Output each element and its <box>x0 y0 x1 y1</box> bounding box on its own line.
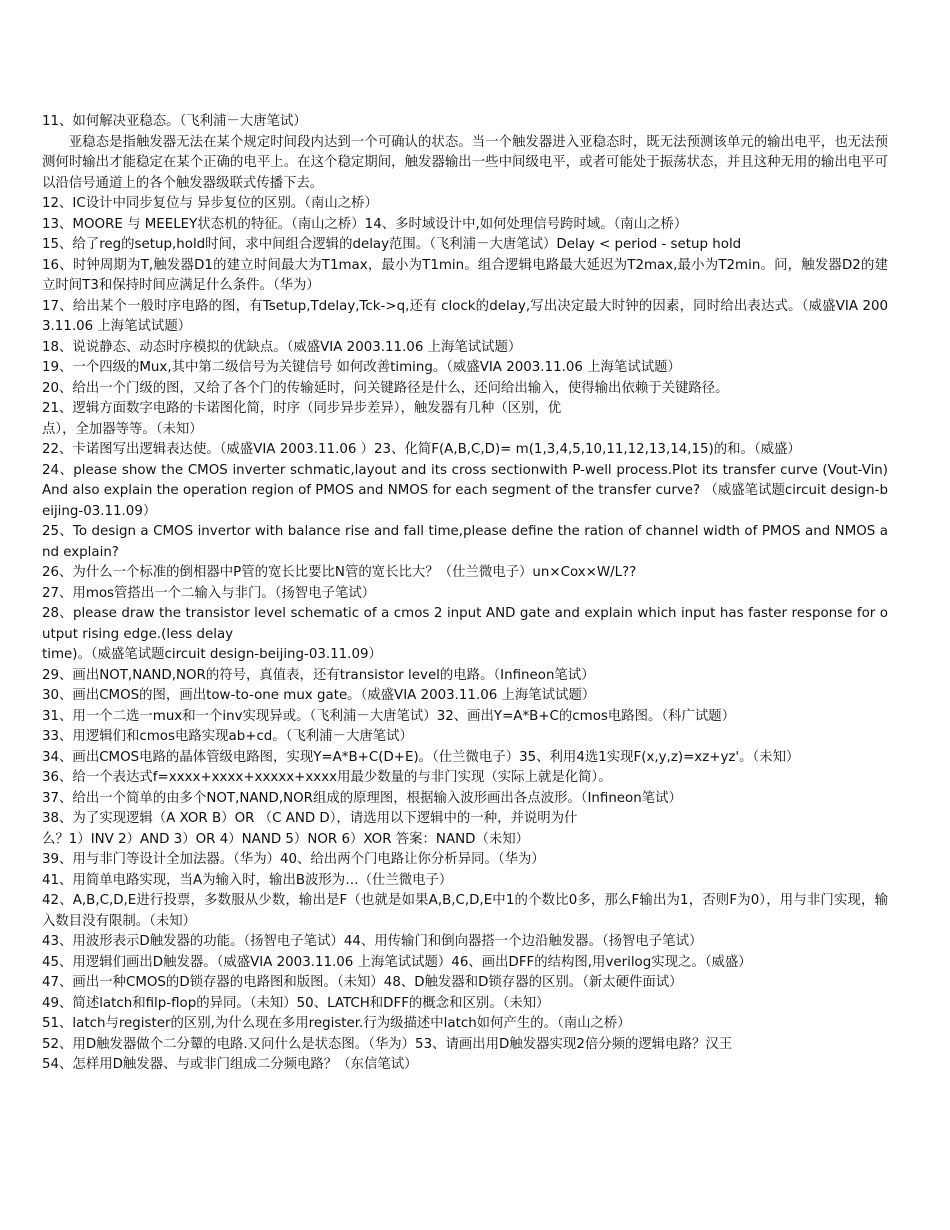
question-13-14: 13、MOORE 与 MEELEY状态机的特征。（南山之桥）14、多时域设计中,如何处理信号跨时域。（南山之桥） <box>42 216 688 232</box>
question-30: 30、画出CMOS的图，画出tow-to-one mux gate。（威盛VIA 2003.11.06 上海笔试试题） <box>42 688 596 703</box>
question-28-continued: time)。（威盛笔试题circuit design-beijing-03.11.09） <box>42 647 382 662</box>
question-37: 37、给出一个简单的由多个NOT,NAND,NOR组成的原理图，根据输入波形画出各点波形。（Infineon笔试） <box>42 790 682 806</box>
question-22-23: 22、卡诺图写出逻辑表达使。（威盛VIA 2003.11.06 ）23、化简F(A,B,C,D)= m(1,3,4,5,10,11,12,13,14,15)的和。（威盛） <box>42 442 801 457</box>
question-45-46: 45、用逻辑们画出D触发器。（威盛VIA 2003.11.06 上海笔试试题）46、画出DFF的结构图,用verilog实现之。（威盛） <box>42 954 752 970</box>
question-27: 27、用mos管搭出一个二输入与非门。（扬智电子笔试） <box>42 585 376 601</box>
question-41: 41、用简单电路实现，当A为输入时，输出B波形为…（仕兰微电子） <box>42 872 453 888</box>
question-51: 51、latch与register的区别,为什么现在多用register.行为级描述中latch如何产生的。（南山之桥） <box>42 1016 631 1031</box>
question-18: 18、说说静态、动态时序模拟的优缺点。（威盛VIA 2003.11.06 上海笔试试题） <box>42 339 522 355</box>
question-21-continued: 点），全加器等等。（未知） <box>42 421 203 437</box>
question-12: 12、IC设计中同步复位与 异步复位的区别。（南山之桥） <box>42 196 378 211</box>
answer-11-paragraph: 亚稳态是指触发器无法在某个规定时间段内达到一个可确认的状态。当一个触发器进入亚稳态时，既无法预测该单元的输出电平，也无法预测何时输出才能稳定在某个正确的电平上。在这个稳定期间，触发器输出一些中间级电平，或者可能处于振荡状态，并且这种无用的输出电平可以沿信号通道上的各个触发器级联式传播下去。 <box>42 134 888 191</box>
question-20: 20、给出一个门级的图，又给了各个门的传输延时，问关键路径是什么，还问给出输入，使得输出依赖于关键路径。 <box>42 380 729 396</box>
question-15: 15、给了reg的setup,hold时间，求中间组合逻辑的delay范围。（飞利浦－大唐笔试）Delay < period - setup hold <box>42 237 742 252</box>
question-38-continued: 么？1）INV 2）AND 3）OR 4）NAND 5）NOR 6）XOR 答案：NAND（未知） <box>42 831 530 847</box>
question-49-50: 49、简述latch和filp-flop的异同。（未知）50、LATCH和DFF的概念和区别。（未知） <box>42 995 550 1011</box>
question-29: 29、画出NOT,NAND,NOR的符号，真值表，还有transistor level的电路。（Infineon笔试） <box>42 667 595 683</box>
question-52-53: 52、用D触发器做个二分颦的电路.又问什么是状态图。（华为）53、请画出用D触发器实现2倍分频的逻辑电路？汉王 <box>42 1036 733 1052</box>
question-24: 24、please show the CMOS inverter schmatic,layout and its cross sectionwith P-well process.Plot its transfer curve (Vout-Vin) And also explain the operation region of PMOS and NMOS for each segment of the transfer curve? （威盛笔试题circuit design-beijing-03.11.09） <box>42 462 888 519</box>
question-38: 38、为了实现逻辑（A XOR B）OR （C AND D），请选用以下逻辑中的一种，并说明为什 <box>42 811 578 826</box>
question-11: 11、如何解决亚稳态。（飞利浦－大唐笔试） <box>42 114 307 129</box>
question-33: 33、用逻辑们和cmos电路实现ab+cd。（飞利浦－大唐笔试） <box>42 729 413 744</box>
question-47-48: 47、画出一种CMOS的D锁存器的电路图和版图。（未知）48、D触发器和D锁存器的区别。（新太硬件面试） <box>42 975 683 990</box>
question-36: 36、给一个表达式f=xxxx+xxxx+xxxxx+xxxx用最少数量的与非门实现（实际上就是化简）。 <box>42 770 612 785</box>
question-25: 25、To design a CMOS invertor with balance rise and fall time,please define the ration of channel width of PMOS and NMOS and explain? <box>42 524 888 560</box>
question-26: 26、为什么一个标准的倒相器中P管的宽长比要比N管的宽长比大？（仕兰微电子）un×Cox×W/L?? <box>42 565 637 580</box>
question-42: 42、A,B,C,D,E进行投票，多数服从少数，输出是F（也就是如果A,B,C,D,E中1的个数比0多，那么F输出为1，否则F为0），用与非门实现，输入数目没有限制。（未知） <box>42 893 888 929</box>
question-19: 19、一个四级的Mux,其中第二级信号为关键信号 如何改善timing。（威盛VIA 2003.11.06 上海笔试试题） <box>42 360 681 375</box>
question-21: 21、逻辑方面数字电路的卡诺图化简，时序（同步异步差异），触发器有几种（区别，优 <box>42 401 562 416</box>
question-39-40: 39、用与非门等设计全加法器。（华为）40、给出两个门电路让你分析异同。（华为） <box>42 852 545 867</box>
question-16: 16、时钟周期为T,触发器D1的建立时间最大为T1max，最小为T1min。组合逻辑电路最大延迟为T2max,最小为T2min。问，触发器D2的建立时间T3和保持时间应满足什么条件。（华为） <box>42 257 888 293</box>
question-54: 54、怎样用D触发器、与或非门组成二分频电路？（东信笔试） <box>42 1057 418 1072</box>
document-body <box>42 112 888 1076</box>
question-34-35: 34、画出CMOS电路的晶体管级电路图，实现Y=A*B+C(D+E)。（仕兰微电子）35、利用4选1实现F(x,y,z)=xz+yz'。（未知） <box>42 749 800 765</box>
question-43-44: 43、用波形表示D触发器的功能。（扬智电子笔试）44、用传输门和倒向器搭一个边沿触发器。（扬智电子笔试） <box>42 934 703 949</box>
question-17: 17、给出某个一般时序电路的图，有Tsetup,Tdelay,Tck->q,还有 clock的delay,写出决定最大时钟的因素，同时给出表达式。（威盛VIA 2003.11.06 上海笔试试题） <box>42 298 888 334</box>
question-28: 28、please draw the transistor level schematic of a cmos 2 input AND gate and explain which input has faster response for output rising edge.(less delay <box>42 606 888 642</box>
question-31-32: 31、用一个二选一mux和一个inv实现异或。（飞利浦－大唐笔试）32、画出Y=A*B+C的cmos电路图。（科广试题） <box>42 708 736 724</box>
